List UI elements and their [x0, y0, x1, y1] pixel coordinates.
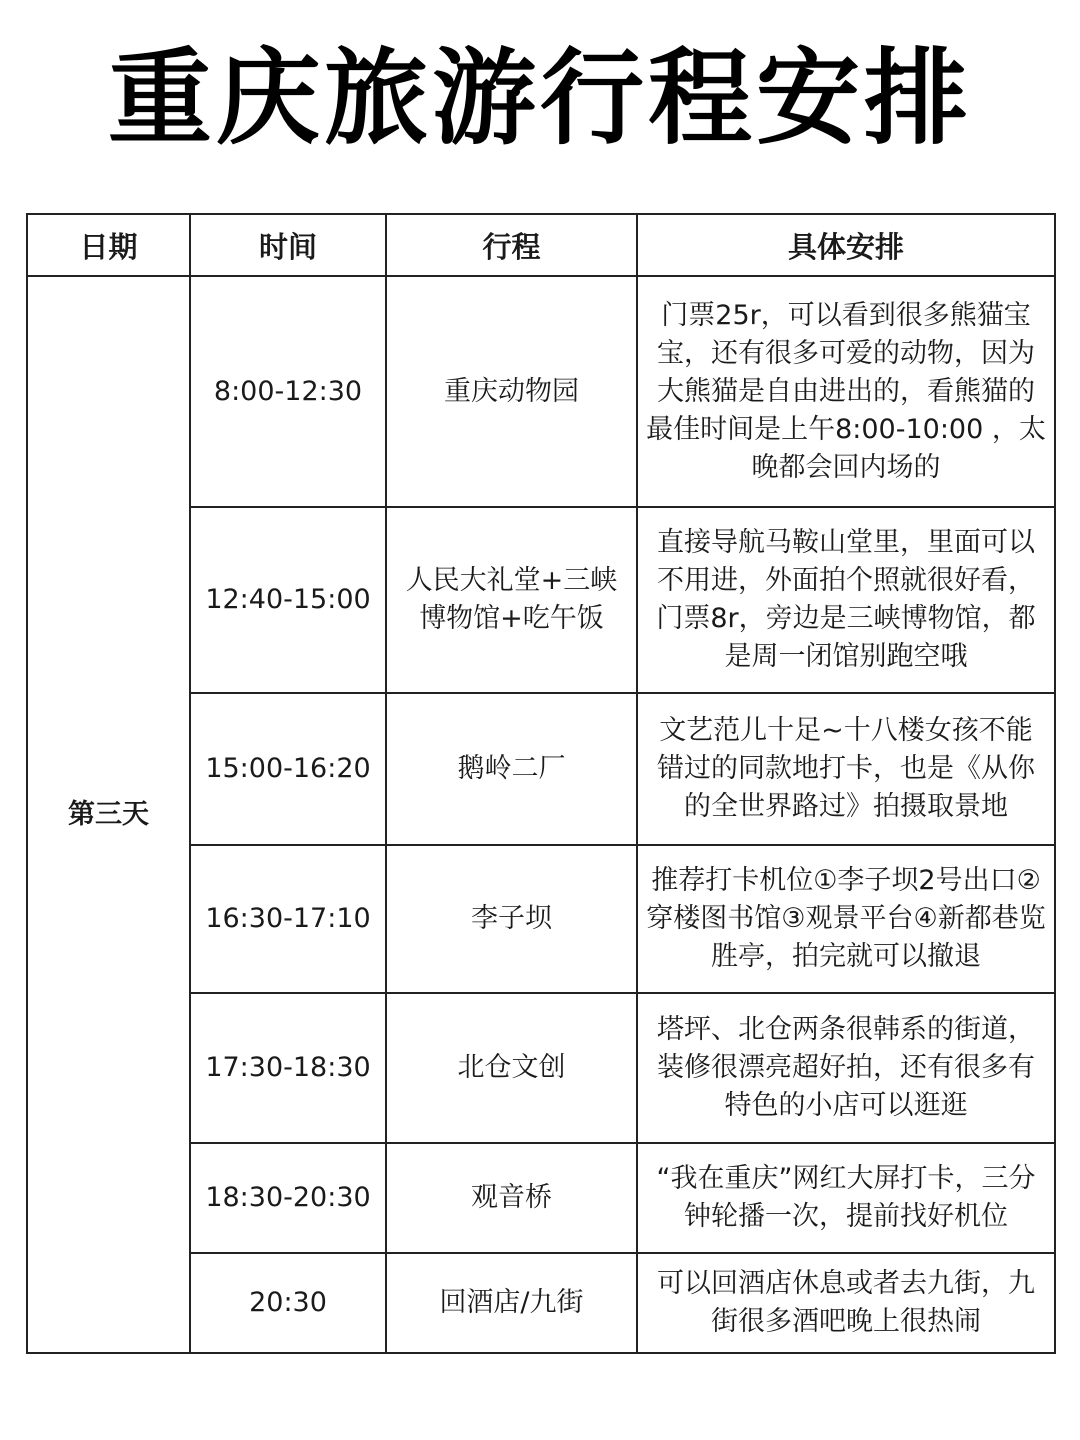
- plan-cell: 鹅岭二厂: [386, 693, 637, 845]
- detail-cell: 塔坪、北仓两条很韩系的街道，装修很漂亮超好拍，还有很多有特色的小店可以逛逛: [637, 993, 1055, 1143]
- plan-cell: 重庆动物园: [386, 276, 637, 507]
- plan-cell: 李子坝: [386, 845, 637, 993]
- itinerary-table: [26, 213, 1056, 1354]
- detail-cell: 推荐打卡机位①李子坝2号出口②穿楼图书馆③观景平台④新都巷览胜亭，拍完就可以撤退: [637, 845, 1055, 993]
- header-detail: 具体安排: [637, 214, 1055, 276]
- detail-cell: 直接导航马鞍山堂里，里面可以不用进，外面拍个照就很好看，门票8r，旁边是三峡博物馆，都是周一闭馆别跑空哦: [637, 507, 1055, 693]
- detail-cell: 可以回酒店休息或者去九街，九街很多酒吧晚上很热闹: [637, 1253, 1055, 1353]
- page-title: 重庆旅游行程安排: [107, 37, 972, 159]
- time-cell: 12:40-15:00: [190, 507, 386, 693]
- header-date: 日期: [27, 214, 190, 276]
- detail-cell: 文艺范儿十足~十八楼女孩不能错过的同款地打卡，也是《从你的全世界路过》拍摄取景地: [637, 693, 1055, 845]
- table-header-row: [27, 214, 1055, 276]
- plan-cell: 人民大礼堂+三峡博物馆+吃午饭: [386, 507, 637, 693]
- time-cell: 16:30-17:10: [190, 845, 386, 993]
- table-row: [27, 276, 1055, 507]
- time-cell: 15:00-16:20: [190, 693, 386, 845]
- detail-cell: 门票25r，可以看到很多熊猫宝宝，还有很多可爱的动物，因为大熊猫是自由进出的，看熊猫的最佳时间是上午8:00-10:00 ，太晚都会回内场的: [637, 276, 1055, 507]
- plan-cell: 回酒店/九街: [386, 1253, 637, 1353]
- plan-cell: 北仓文创: [386, 993, 637, 1143]
- date-cell: 第三天: [27, 276, 190, 1353]
- header-plan: 行程: [386, 214, 637, 276]
- time-cell: 20:30: [190, 1253, 386, 1353]
- time-cell: 18:30-20:30: [190, 1143, 386, 1253]
- time-cell: 8:00-12:30: [190, 276, 386, 507]
- time-cell: 17:30-18:30: [190, 993, 386, 1143]
- detail-cell: “我在重庆”网红大屏打卡，三分钟轮播一次，提前找好机位: [637, 1143, 1055, 1253]
- plan-cell: 观音桥: [386, 1143, 637, 1253]
- header-time: 时间: [190, 214, 386, 276]
